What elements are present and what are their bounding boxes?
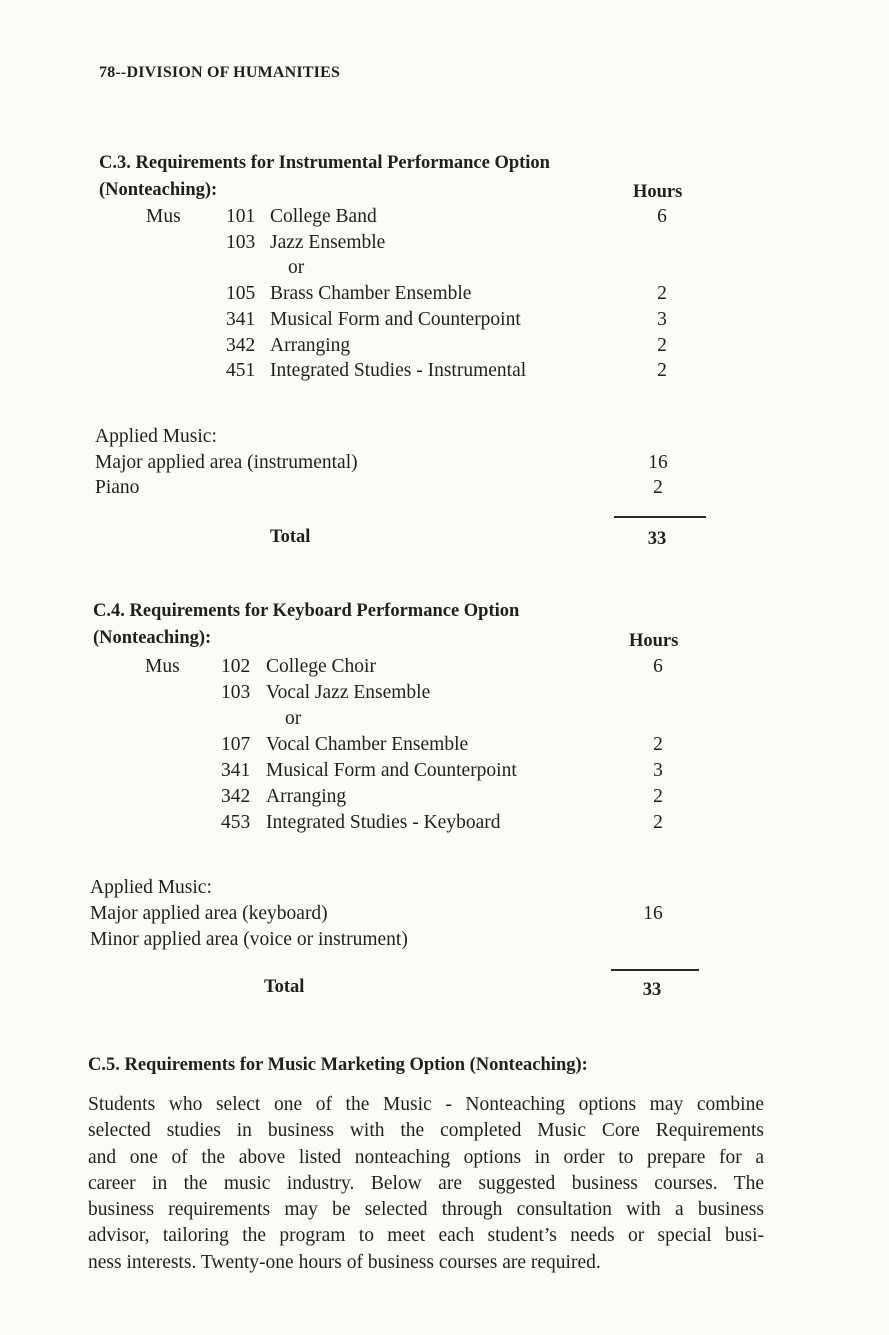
- course-hours: 3: [653, 760, 663, 781]
- course-name: Vocal Jazz Ensemble: [266, 682, 431, 703]
- course-hours: 2: [657, 283, 667, 304]
- course-number: 102: [221, 656, 251, 677]
- course-number: 341: [226, 309, 256, 330]
- body-line: business requirements may be selected through consultation with a business: [88, 1199, 764, 1221]
- course-hours: 2: [653, 734, 663, 755]
- hours-column-header: Hours: [629, 631, 679, 651]
- alternative-or: or: [285, 708, 302, 729]
- section-c4-title: C.4. Requirements for Keyboard Performance Option: [93, 601, 520, 621]
- total-hours: 33: [642, 980, 662, 1000]
- course-name: Musical Form and Counterpoint: [270, 309, 521, 330]
- course-number: 107: [221, 734, 251, 755]
- course-hours: 2: [657, 360, 667, 381]
- course-hours: 2: [657, 335, 667, 356]
- course-name: Musical Form and Counterpoint: [266, 760, 517, 781]
- section-c3-title-cont: (Nonteaching):: [99, 180, 218, 200]
- course-name: Arranging: [270, 335, 351, 356]
- course-name: Vocal Chamber Ensemble: [266, 734, 469, 755]
- applied-hours: 16: [648, 452, 668, 473]
- course-number: 103: [221, 682, 251, 703]
- applied-item: Piano: [95, 477, 140, 498]
- body-line: ness interests. Twenty-one hours of business courses are required.: [88, 1251, 601, 1273]
- applied-music-label: Applied Music:: [90, 877, 212, 898]
- applied-hours: 16: [643, 903, 663, 924]
- course-name: College Choir: [266, 656, 376, 677]
- total-label: Total: [264, 977, 305, 997]
- course-prefix: Mus: [146, 206, 181, 227]
- hours-column-header: Hours: [633, 182, 683, 202]
- course-name: College Band: [270, 206, 377, 227]
- course-hours: 6: [657, 206, 667, 227]
- total-hours: 33: [647, 529, 667, 549]
- total-label: Total: [270, 527, 311, 547]
- body-line: advisor, tailoring the program to meet each student’s needs or special busi-: [88, 1225, 764, 1247]
- body-line: Students who select one of the Music - Nonteaching options may combine: [88, 1094, 764, 1115]
- section-c5-title: C.5. Requirements for Music Marketing Option (Nonteaching):: [88, 1055, 588, 1075]
- applied-item: Minor applied area (voice or instrument): [90, 929, 408, 950]
- course-number: 105: [226, 283, 256, 304]
- course-hours: 3: [657, 309, 667, 330]
- total-rule: [614, 516, 706, 518]
- course-number: 342: [226, 335, 256, 356]
- section-c5-body: [88, 1092, 764, 1276]
- course-number: 101: [226, 206, 256, 227]
- alternative-or: or: [288, 257, 305, 278]
- course-name: Integrated Studies - Keyboard: [266, 812, 501, 833]
- course-name: Brass Chamber Ensemble: [270, 283, 472, 304]
- body-line: career in the music industry. Below are suggested business courses. The: [88, 1172, 764, 1194]
- applied-music-label: Applied Music:: [95, 426, 217, 447]
- course-number: 342: [221, 786, 251, 807]
- running-head: 78--DIVISION OF HUMANITIES: [99, 64, 341, 81]
- course-hours: 2: [653, 786, 663, 807]
- applied-item: Major applied area (instrumental): [95, 452, 358, 473]
- course-name: Jazz Ensemble: [270, 232, 386, 253]
- body-line: and one of the above listed nonteaching options in order to prepare for a: [88, 1146, 764, 1168]
- course-prefix: Mus: [145, 656, 180, 677]
- course-hours: 2: [653, 812, 663, 833]
- course-hours: 6: [653, 656, 663, 677]
- section-c3-title: C.3. Requirements for Instrumental Performance Option: [99, 153, 550, 173]
- applied-hours: 2: [653, 477, 663, 498]
- course-number: 103: [226, 232, 256, 253]
- total-rule: [611, 969, 699, 971]
- body-line: selected studies in business with the completed Music Core Requirements: [88, 1120, 764, 1142]
- course-name: Integrated Studies - Instrumental: [270, 360, 527, 381]
- course-number: 453: [221, 812, 251, 833]
- section-c4-title-cont: (Nonteaching):: [93, 628, 212, 648]
- course-number: 451: [226, 360, 256, 381]
- applied-item: Major applied area (keyboard): [90, 903, 328, 924]
- course-name: Arranging: [266, 786, 347, 807]
- course-number: 341: [221, 760, 251, 781]
